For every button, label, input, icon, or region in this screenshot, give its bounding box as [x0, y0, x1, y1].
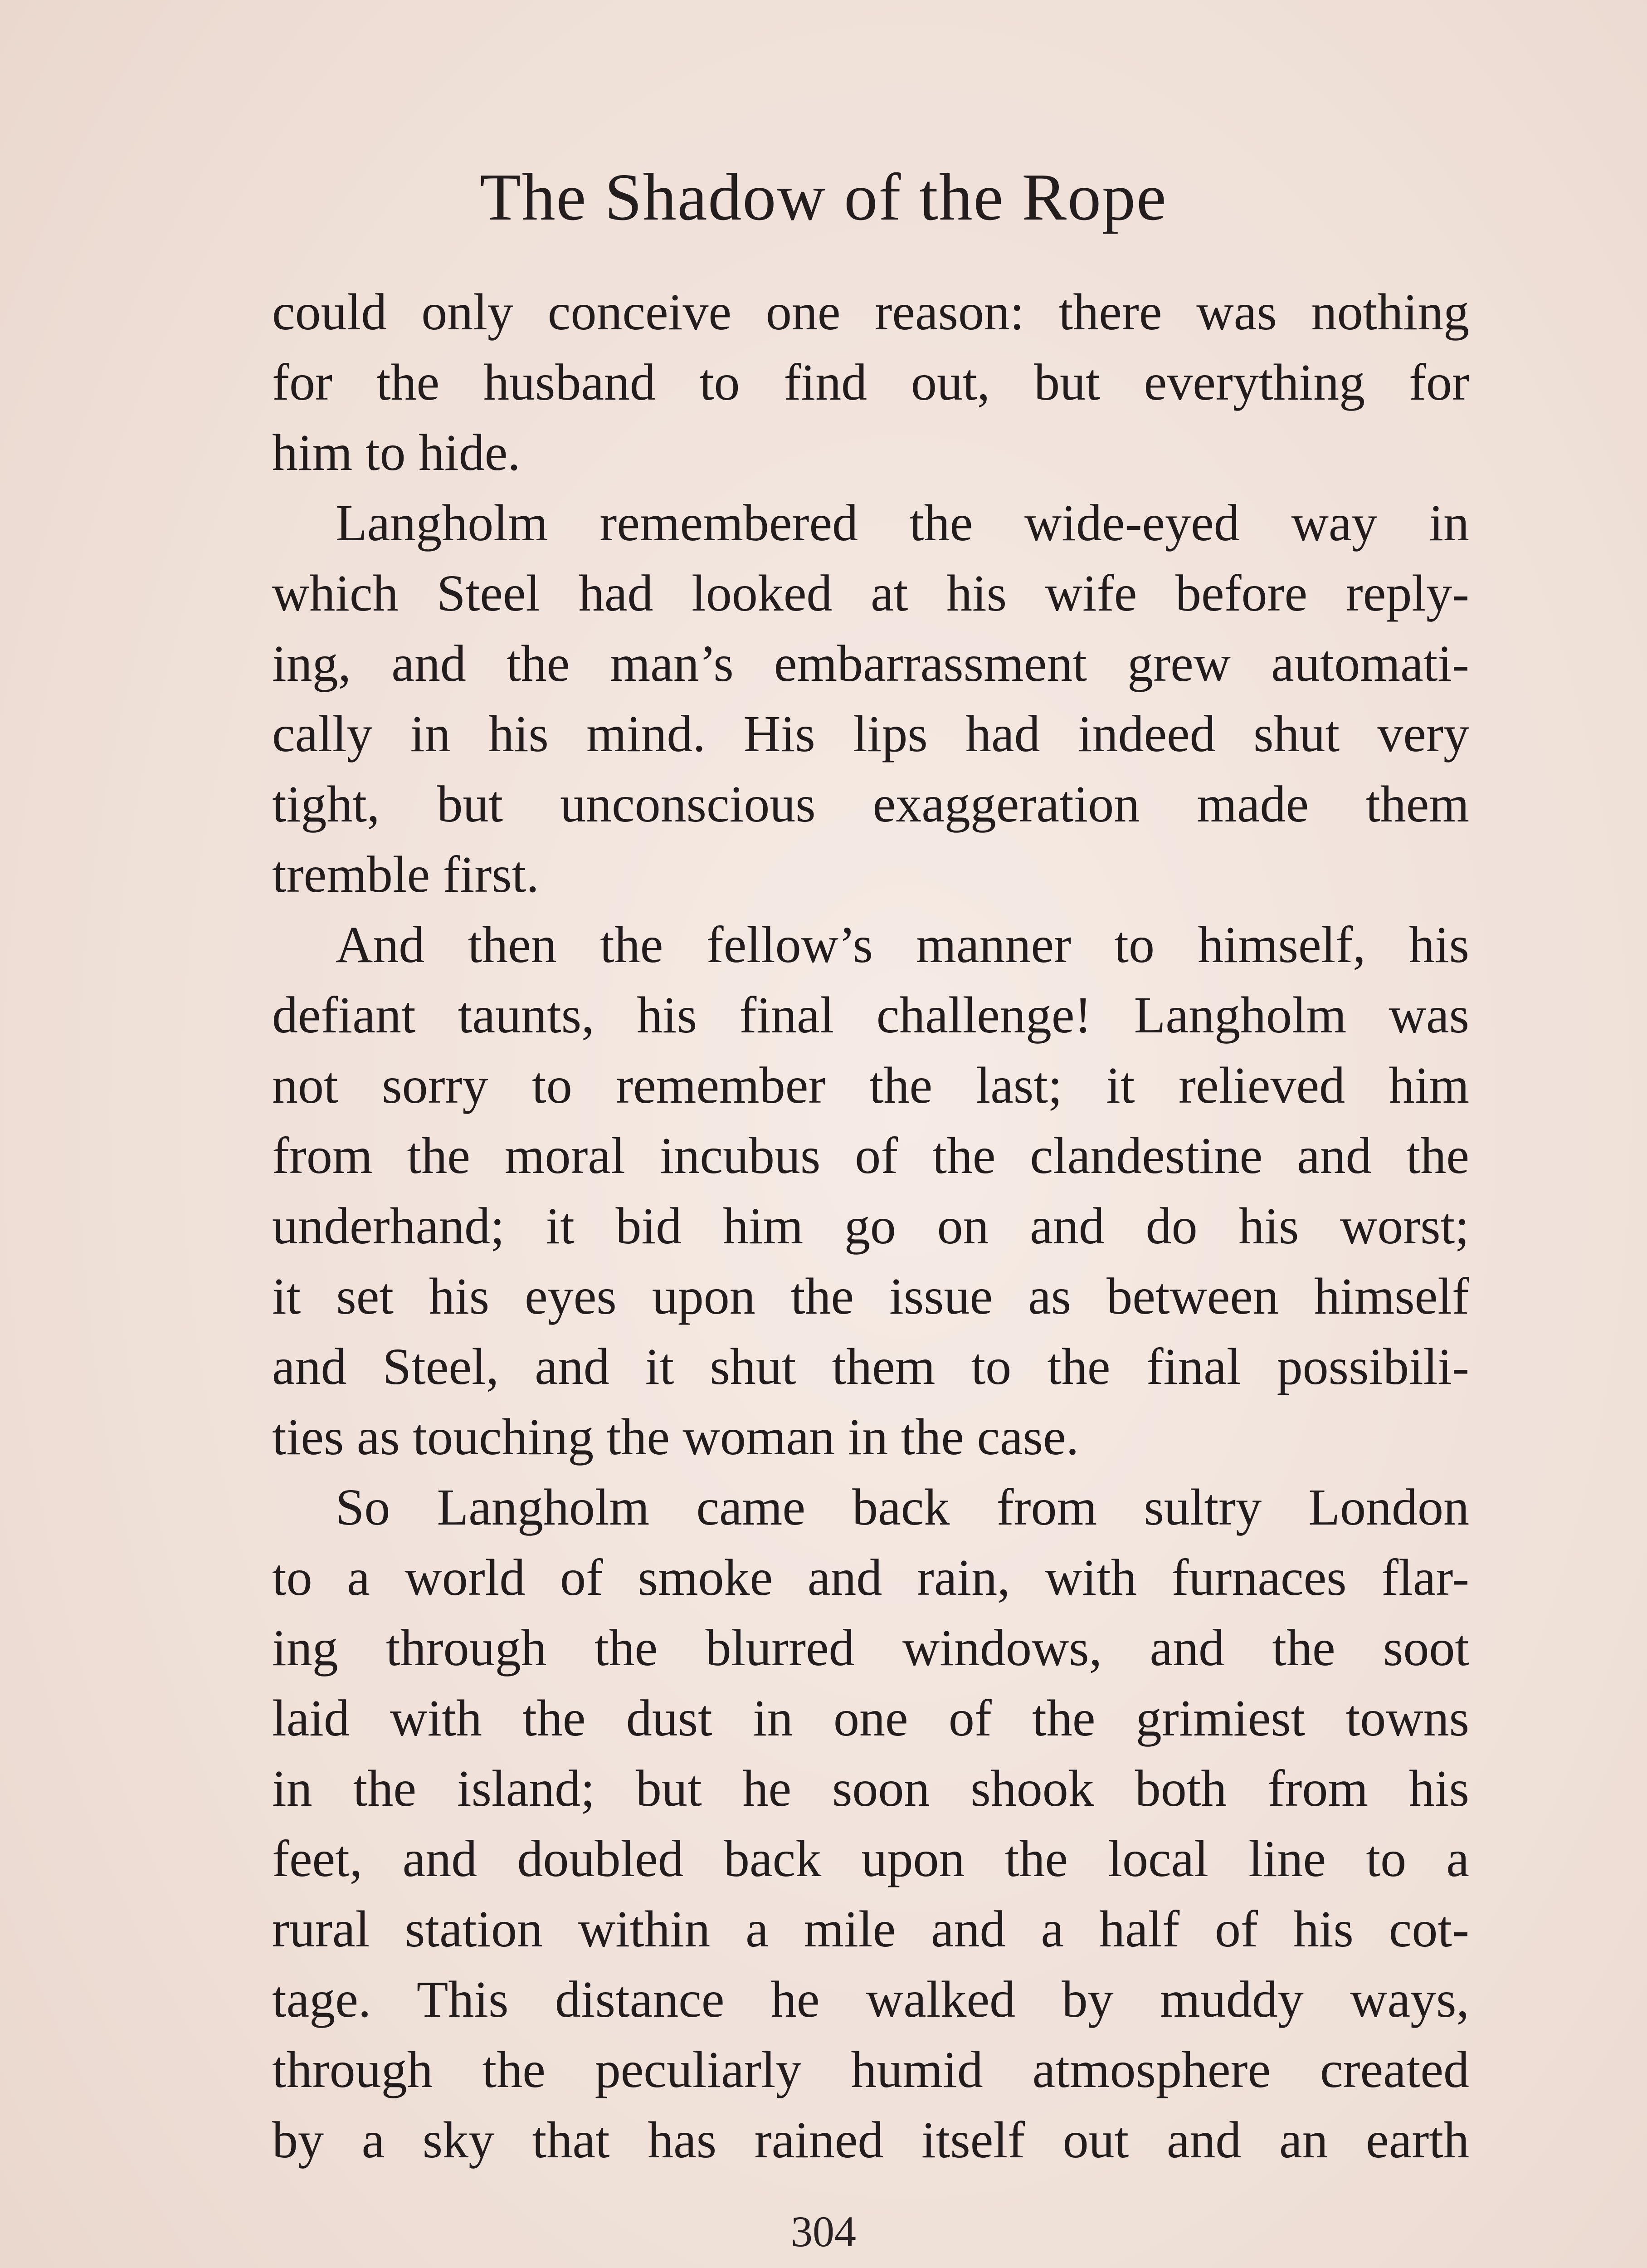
paragraph	[272, 1472, 1469, 2175]
paragraph	[272, 488, 1469, 909]
text-line: rural station within a mile and a half of his cot-	[272, 1900, 1469, 1958]
text-line: So Langholm came back from sultry London	[336, 1478, 1469, 1536]
text-line: and Steel, and it shut them to the final possibili-	[272, 1338, 1469, 1395]
text-line: him to hide.	[272, 424, 521, 481]
text-line: cally in his mind. His lips had indeed shut very	[272, 705, 1469, 763]
text-line: And then the fellow’s manner to himself, his	[336, 916, 1469, 973]
text-line: to a world of smoke and rain, with furnaces flar-	[272, 1549, 1469, 1606]
text-line: defiant taunts, his final challenge! Langholm was	[272, 986, 1469, 1044]
text-line: tage. This distance he walked by muddy ways,	[272, 1970, 1469, 2028]
text-line: from the moral incubus of the clandestine and the	[272, 1127, 1469, 1184]
text-line: it set his eyes upon the issue as between himself	[272, 1267, 1469, 1325]
text-line: for the husband to find out, but everything for	[272, 353, 1469, 411]
paragraph	[272, 909, 1469, 1472]
paragraph	[272, 277, 1469, 488]
text-line: feet, and doubled back upon the local line to a	[272, 1830, 1469, 1887]
page-number: 304	[791, 2207, 856, 2256]
text-line: tight, but unconscious exaggeration made them	[272, 775, 1469, 833]
text-line: ing through the blurred windows, and the soot	[272, 1619, 1469, 1677]
text-line: ing, and the man’s embarrassment grew automati-	[272, 635, 1469, 692]
running-head: The Shadow of the Rope	[480, 160, 1167, 235]
text-line: underhand; it bid him go on and do his worst;	[272, 1197, 1469, 1255]
text-line: by a sky that has rained itself out and an earth	[272, 2111, 1469, 2169]
text-line: which Steel had looked at his wife before reply-	[272, 564, 1469, 622]
body-text	[272, 277, 1469, 2175]
text-line: not sorry to remember the last; it relieved him	[272, 1056, 1469, 1114]
text-line: ties as touching the woman in the case.	[272, 1408, 1079, 1466]
text-line: tremble first.	[272, 846, 539, 903]
text-line: laid with the dust in one of the grimiest towns	[272, 1689, 1469, 1747]
text-line: could only conceive one reason: there was nothing	[272, 283, 1469, 341]
text-line: Langholm remembered the wide-eyed way in	[336, 494, 1469, 552]
text-line: in the island; but he soon shook both from his	[272, 1760, 1469, 1817]
text-line: through the peculiarly humid atmosphere created	[272, 2041, 1469, 2098]
